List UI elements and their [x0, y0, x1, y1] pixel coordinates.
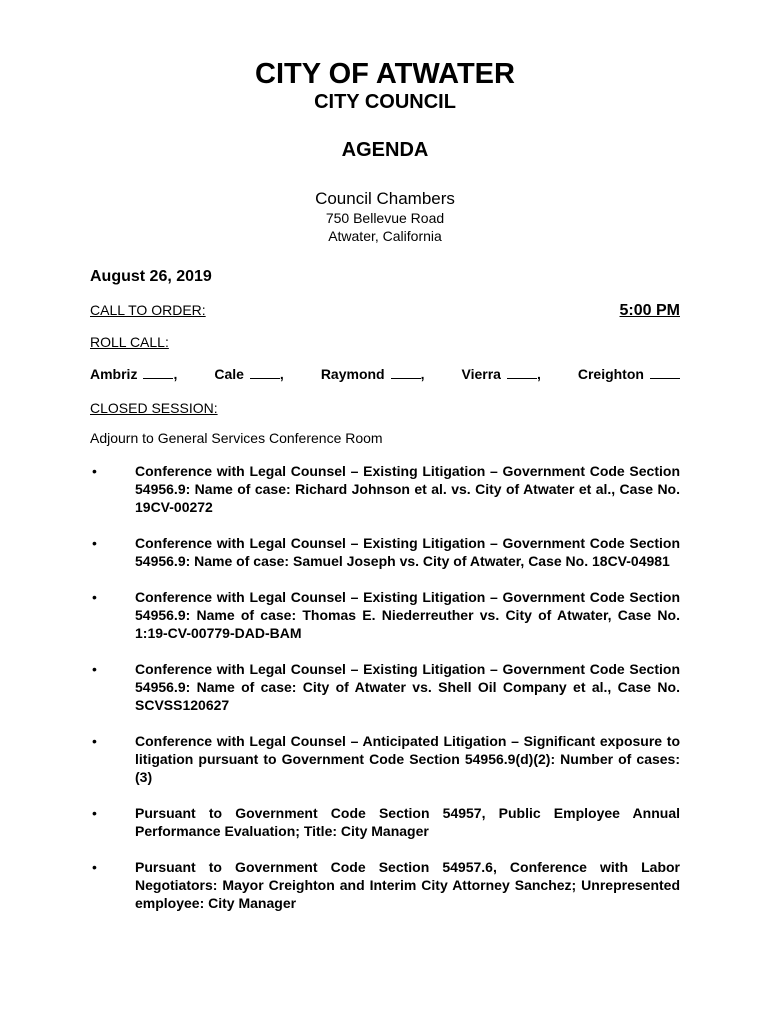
roll-call-label: ROLL CALL: — [90, 334, 169, 350]
member-name: Cale — [214, 366, 244, 382]
list-item — [90, 804, 680, 840]
agenda-header — [90, 58, 680, 245]
roll-call-member — [90, 364, 177, 384]
item-text: Pursuant to Government Code Section 54957, Public Employee Annual Performance Evaluation; Title: City Manager — [135, 805, 680, 839]
bullet-icon: • — [92, 733, 97, 749]
member-name: Raymond — [320, 366, 385, 382]
separator: , — [279, 366, 284, 382]
attendance-blank — [143, 366, 173, 379]
address-line-1: 750 Bellevue Road — [325, 210, 445, 226]
member-name: Creighton — [577, 366, 644, 382]
list-item — [90, 660, 680, 714]
roll-call-member — [462, 364, 541, 384]
attendance-blank — [250, 366, 280, 379]
agenda-page — [90, 58, 680, 930]
separator: , — [536, 366, 541, 382]
item-text: Conference with Legal Counsel – Existing Litigation – Government Code Section 54956.9: Name of case: Samuel Joseph vs. City of Atwater, Case No. 18CV-04981 — [135, 535, 680, 569]
list-item — [90, 858, 680, 912]
city-title: CITY OF ATWATER — [255, 58, 515, 90]
roll-call-member — [321, 364, 425, 384]
adjourn-text: Adjourn to General Services Conference Room — [90, 430, 383, 446]
call-to-order-row — [90, 302, 680, 322]
separator: , — [173, 366, 178, 382]
attendance-blank — [650, 366, 680, 379]
bullet-icon: • — [92, 805, 97, 821]
roll-call-list — [90, 364, 680, 384]
list-item — [90, 588, 680, 642]
item-text: Conference with Legal Counsel – Anticipated Litigation – Significant exposure to litigation pursuant to Government Code Section 54956.9(d)(2): Number of cases: (3) — [135, 733, 680, 785]
attendance-blank — [391, 366, 421, 379]
item-text: Pursuant to Government Code Section 54957.6, Conference with Labor Negotiators: Mayor Creighton and Interim City Attorney Sanchez; Unrepresented employee: City Manager — [135, 859, 680, 911]
member-name: Vierra — [461, 366, 501, 382]
bullet-icon: • — [92, 859, 97, 875]
closed-session-label: CLOSED SESSION: — [90, 400, 218, 416]
bullet-icon: • — [92, 463, 97, 479]
call-to-order-label: CALL TO ORDER: — [90, 302, 206, 318]
list-item — [90, 462, 680, 516]
item-text: Conference with Legal Counsel – Existing Litigation – Government Code Section 54956.9: Name of case: Richard Johnson et al. vs. City of Atwater et al., Case No. 19CV-00272 — [135, 463, 680, 515]
roll-call-member — [578, 364, 680, 384]
item-text: Conference with Legal Counsel – Existing Litigation – Government Code Section 54956.9: Name of case: Thomas E. Niederreuther vs. City of Atwater, Case No. 1:19-CV-00779-DAD-BAM — [135, 589, 680, 641]
item-text: Conference with Legal Counsel – Existing Litigation – Government Code Section 54956.9: Name of case: City of Atwater vs. Shell Oil Company et al., Case No. SCVSS120627 — [135, 661, 680, 713]
meeting-time: 5:00 PM — [619, 302, 680, 319]
venue-name: Council Chambers — [315, 189, 455, 208]
roll-call-member — [214, 364, 283, 384]
member-name: Ambriz — [90, 366, 138, 382]
meeting-date: August 26, 2019 — [90, 268, 212, 285]
closed-session-items — [90, 462, 680, 912]
separator: , — [420, 366, 425, 382]
council-title: CITY COUNCIL — [314, 91, 456, 113]
address-line-2: Atwater, California — [328, 228, 442, 244]
list-item — [90, 534, 680, 570]
list-item — [90, 732, 680, 786]
bullet-icon: • — [92, 535, 97, 551]
agenda-title: AGENDA — [341, 139, 429, 161]
attendance-blank — [507, 366, 537, 379]
bullet-icon: • — [92, 661, 97, 677]
bullet-icon: • — [92, 589, 97, 605]
